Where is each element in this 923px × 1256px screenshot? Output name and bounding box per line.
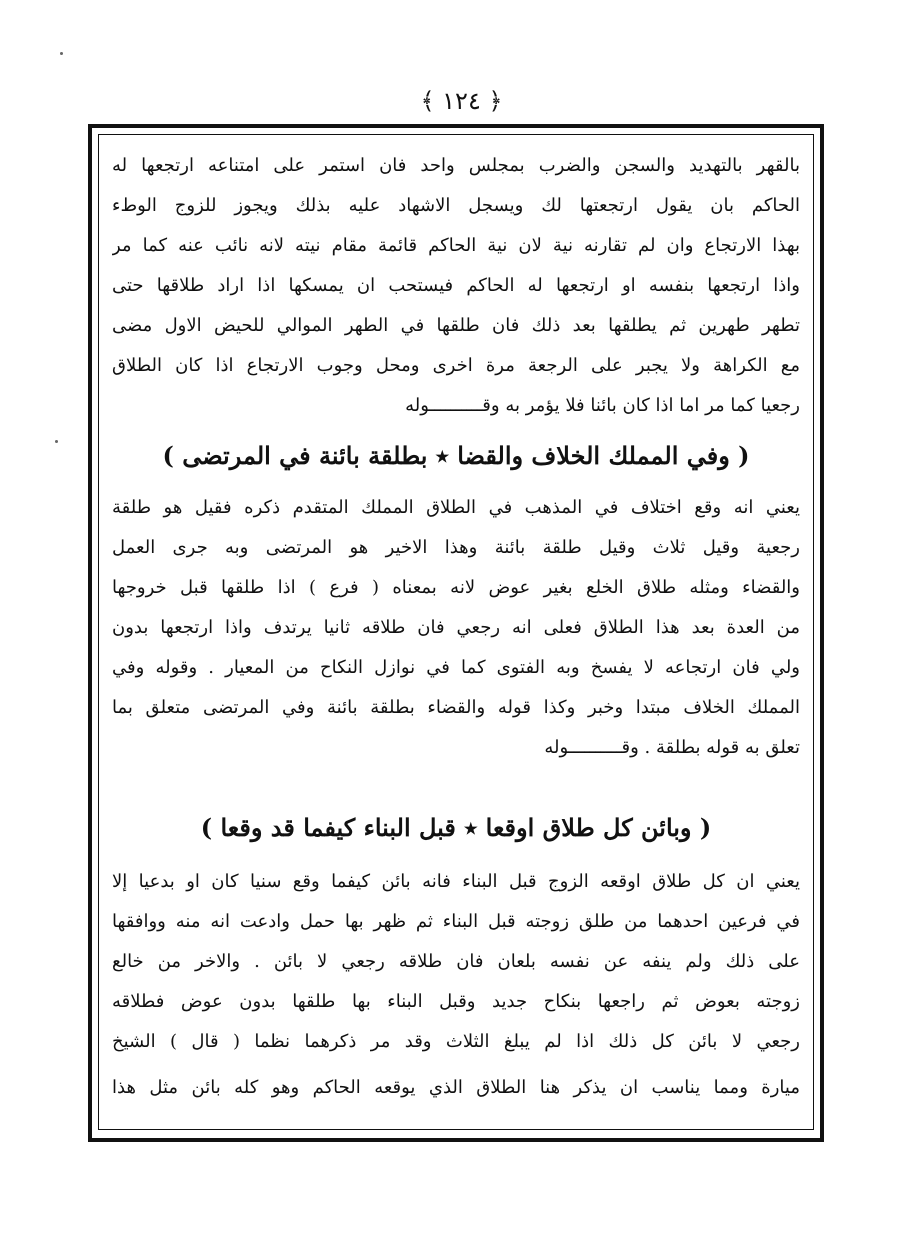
text-line: مع الكراهة ولا يجبر على الرجعة مرة اخرى ومحل وجوب الارتجاع اذا كان الطلاق <box>112 355 800 376</box>
text-line: يعني انه وقع اختلاف في المذهب في الطلاق المملك المتقدم ذكره فقيل هو طلقة <box>112 497 800 518</box>
text-line: والقضاء ومثله طلاق الخلع بغير عوض لانه بمعناه ( فرع ) اذا طلقها قبل خروجها <box>112 577 800 598</box>
text-line: في فرعين احدهما من طلق زوجته قبل البناء ثم ظهر بها حمل وادعت انه منه ووافقها <box>112 911 800 932</box>
text-line: رجعي لا بائن كل ذلك اذا لم يبلغ الثلاث وقد مر ذكرهما نظما ( قال ) الشيخ <box>112 1031 800 1052</box>
text-line: ولي فان ارتجاعه لا يفسخ وبه الفتوى كما في نوازل النكاح من المعيار . وقوله وفي <box>112 657 800 678</box>
text-line: بهذا الارتجاع وان لم تقارنه نية لان نية الحاكم قائمة مقام نيته لانه نائب عنه كما مر <box>112 235 800 256</box>
text-line: ميارة ومما يناسب ان يذكر هنا الطلاق الذي يوقعه الحاكم وهو كله بائن مثل هذا <box>112 1077 800 1098</box>
verse-heading: ( وبائن كل طلاق اوقعا ٭ قبل البناء كيفما قد وقعا ) <box>200 813 712 842</box>
page-body <box>104 142 808 1124</box>
text-line: زوجته بعوض ثم راجعها بنكاح جديد وقبل البناء بها طلقها بدون عوض فطلاقه <box>112 991 800 1012</box>
text-line: من العدة بعد هذا الطلاق فعلى انه رجعي فان طلاقه ثانيا يرتدف واذا ارتجعها بدون <box>112 617 800 638</box>
verse-heading: ( وفي المملك الخلاف والقضا ٭ بطلقة بائنة في المرتضى ) <box>162 441 750 470</box>
scan-speck <box>60 52 63 55</box>
text-line: بالقهر بالتهديد والسجن والضرب بمجلس واحد فان استمر على امتناعه ارتجعها له <box>112 155 800 176</box>
text-line: يعني ان كل طلاق اوقعه الزوج قبل البناء فانه بائن كيفما وقع سنيا كان او بدعيا إلا <box>112 871 800 892</box>
scan-speck <box>55 440 58 443</box>
text-line: على ذلك ولم ينفه عن نفسه بلعان فان طلاقه رجعي لا بائن . والاخر من خالع <box>112 951 800 972</box>
text-line: تطهر طهرين ثم يطلقها بعد ذلك فان طلقها في الطهر الموالي للحيض الاول مضى <box>112 315 800 336</box>
text-line: تعلق به قوله بطلقة . وقــــــــــوله <box>544 737 800 758</box>
text-line: الحاكم بان يقول ارتجعتها لك ويسجل الاشهاد عليه بذلك ويجوز للزوج الوطء <box>112 195 800 216</box>
text-line: رجعيا كما مر اما اذا كان بائنا فلا يؤمر به وقــــــــــوله <box>405 395 800 416</box>
text-line: واذا ارتجعها بنفسه او ارتجعها له الحاكم فيستحب ان يمسكها اذا اراد طلاقها حتى <box>112 275 800 296</box>
text-line: المملك الخلاف مبتدا وخبر وكذا قوله والقضاء بطلقة بائنة وفي المرتضى متعلق بما <box>112 697 800 718</box>
text-line: رجعية وقيل ثلاث وقيل طلقة بائنة وهذا الاخير هو المرتضى وبه جرى العمل <box>112 537 800 558</box>
page-number: ﴿ ١٢٤ ﴾ <box>420 87 503 115</box>
